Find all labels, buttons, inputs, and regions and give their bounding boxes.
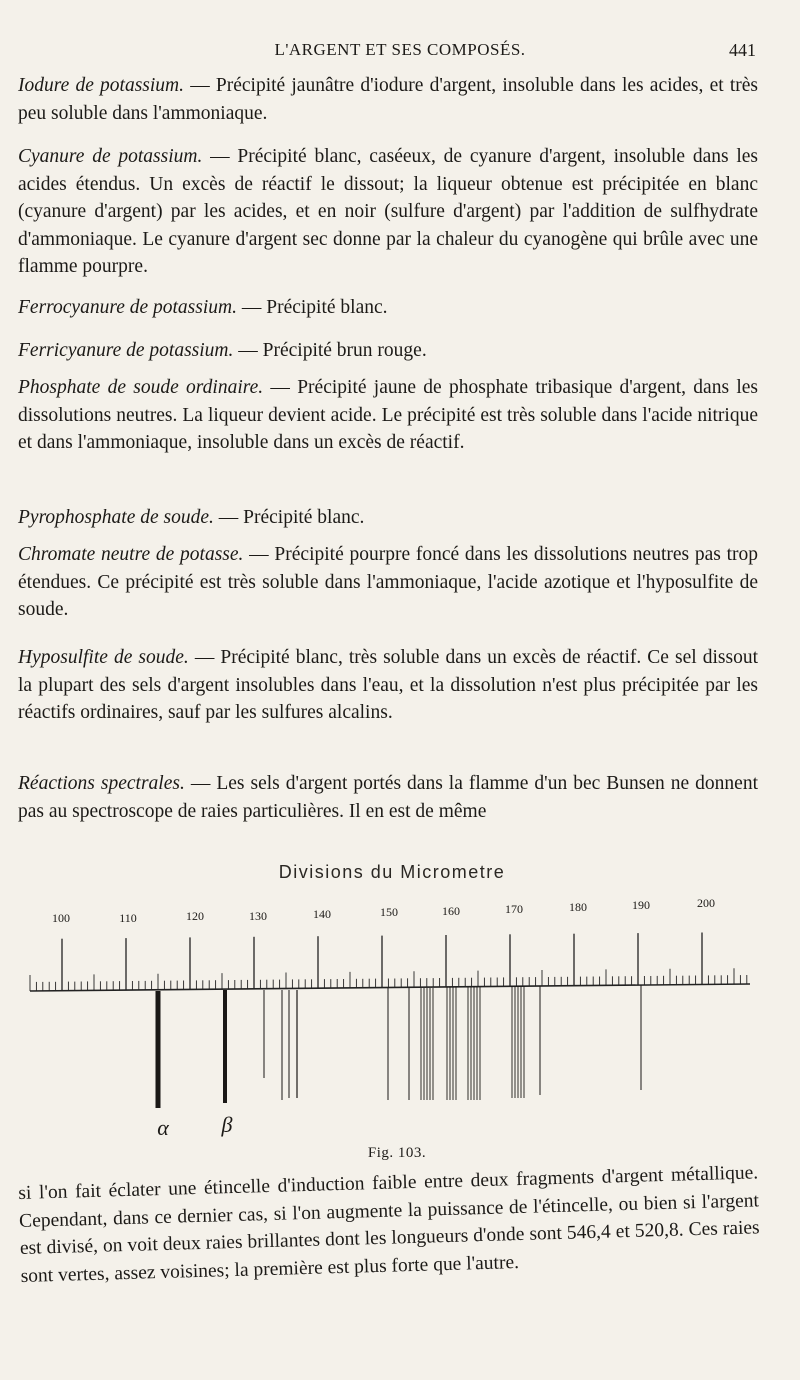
- reagent-name: Iodure de potassium.: [18, 75, 185, 96]
- reagent-name: Hyposulfite de soude.: [18, 647, 189, 668]
- reagent-name: Pyrophosphate de soude.: [18, 507, 214, 528]
- scale-label: 160: [442, 904, 460, 918]
- spectral-lines: [158, 985, 641, 1108]
- paragraph-text: — Précipité brun rouge.: [233, 340, 427, 361]
- line-band: [468, 987, 480, 1100]
- figure-caption: Fig. 103.: [367, 1145, 427, 1161]
- paragraph-text: — Précipité pourpre foncé dans les dissolutions neutres pas trop étendues. Ce précipité est très soluble dans l'ammoniaque, l'acide azotique et l'hyposulfite de soude.: [18, 544, 759, 620]
- scale-label: 170: [505, 902, 523, 916]
- paragraph-phosphate: [18, 374, 758, 457]
- paragraph-text: — Les sels d'argent portés dans la flamme d'un bec Bunsen ne donnent pas au spectroscope de raies particulières. Il en est de même: [18, 773, 758, 822]
- scale-baseline: [30, 984, 750, 991]
- scale-label: 120: [186, 909, 204, 923]
- paragraph-continuation: [18, 1159, 761, 1290]
- paragraph-ferricyanure: [18, 337, 758, 365]
- page-header: [0, 40, 800, 68]
- paragraph-iodure: [18, 72, 758, 127]
- paragraph-text: — Précipité blanc, très soluble dans un excès de réactif. Ce sel dissout la plupart des sels d'argent insolubles dans l'eau, et la dissolution n'est plus précipitée par les réactifs ordinaires, sauf par les sulfures alcalins.: [18, 647, 758, 723]
- paragraph-ferrocyanure: [18, 294, 758, 322]
- scale-ticks: [30, 933, 747, 992]
- scale-label: 140: [313, 907, 331, 921]
- scale-label: 110: [119, 911, 137, 925]
- scale-labels: [52, 896, 715, 925]
- reagent-name: Chromate neutre de potasse.: [18, 544, 244, 565]
- reagent-name: Ferricyanure de potassium.: [18, 340, 234, 361]
- line-band: [512, 986, 524, 1098]
- spectrum-figure: [0, 850, 800, 1170]
- paragraph-text: — Précipité jaunâtre d'iodure d'argent, insoluble dans les acides, et très peu soluble dans l'ammoniaque.: [18, 75, 758, 124]
- alpha-label: α: [157, 1115, 169, 1140]
- paragraph-text: — Précipité blanc, caséeux, de cyanure d'argent, insoluble dans les acides étendus. Un excès de réactif le dissout; la liqueur obtenue est précipitée en blanc (cyanure d'argent) par les acides, et en noir (sulfure d'argent) par l'addition de sulfhydrate d'ammoniaque. Le cyanure d'argent sec donne par la chaleur du cyanogène qui brûle avec une flamme pourpre.: [18, 146, 758, 277]
- scale-label: 130: [249, 909, 267, 923]
- line-band: [421, 988, 433, 1100]
- line-band: [447, 987, 456, 1100]
- scale-label: 100: [52, 911, 70, 925]
- paragraph-text: si l'on fait éclater une étincelle d'induction faible entre deux fragments d'argent métallique. Cependant, dans ce dernier cas, si l'on augmente la puissance de l'étincelle, ou bien si l'argent est divisé, on voit deux raies brillantes dont les longueurs d'onde sont 546,4 et 520,8. Ces raies sont vertes, assez voisines; la première est plus forte que l'autre.: [18, 1162, 760, 1287]
- reagent-name: Phosphate de soude ordinaire.: [18, 377, 264, 398]
- paragraph-text: — Précipité blanc.: [236, 297, 388, 318]
- reagent-name: Réactions spectrales.: [18, 773, 185, 794]
- paragraph-text: — Précipité blanc.: [213, 507, 365, 528]
- beta-label: β: [221, 1112, 233, 1137]
- paragraph-text: — Précipité jaune de phosphate tribasique d'argent, dans les dissolutions neutres. La liqueur devient acide. Le précipité est très soluble dans l'acide nitrique et dans l'ammoniaque, insoluble dans un excès de réactif.: [18, 377, 758, 453]
- running-title: L'ARGENT ET SES COMPOSÉS.: [274, 40, 526, 59]
- reagent-name: Cyanure de potassium.: [18, 146, 203, 167]
- scale-label: 190: [632, 898, 650, 912]
- scale-label: 200: [697, 896, 715, 910]
- scale-title: Divisions du Micrometre: [278, 862, 506, 882]
- scale-label: 150: [380, 905, 398, 919]
- paragraph-cyanure: [18, 143, 758, 281]
- paragraph-chromate: [18, 541, 758, 624]
- scale-label: 180: [569, 900, 587, 914]
- paragraph-pyrophosphate: [18, 504, 758, 532]
- page-number: 441: [729, 40, 756, 60]
- reagent-name: Ferrocyanure de potassium.: [18, 297, 237, 318]
- paragraph-hyposulfite: [18, 644, 758, 727]
- paragraph-reactions-spectrales: [18, 770, 758, 825]
